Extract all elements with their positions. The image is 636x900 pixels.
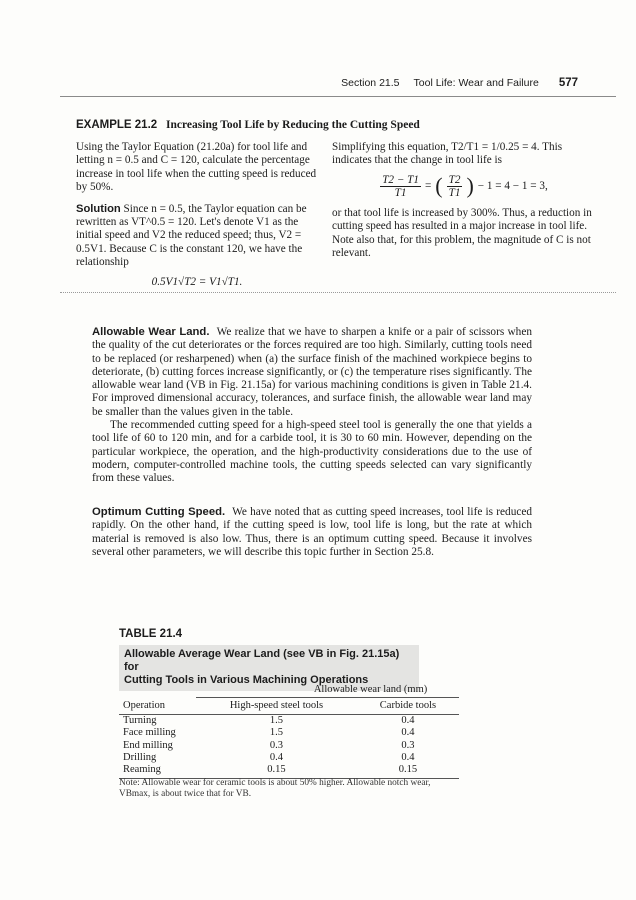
column-header-carbide: Carbide tools (357, 698, 459, 714)
fraction-ratio-numerator: T2 (448, 173, 461, 186)
table-cell: 0.15 (196, 764, 357, 778)
example-simplify: Simplifying this equation, T2/T1 = 1/0.25 = 4. This indicates that the change in tool life is (332, 141, 563, 167)
example-title (76, 119, 420, 131)
table-cell: Turning (123, 714, 157, 726)
example-heading: Increasing Tool Life by Reducing the Cutting Speed (166, 119, 420, 131)
example-problem: Using the Taylor Equation (21.20a) for tool life and letting n = 0.5 and C = 120, calculate the percentage increase in tool life when the cutting speed is reduced by 50%. (76, 141, 317, 194)
table-row (119, 764, 459, 778)
optimum-paragraph: We have noted that as cutting speed increases, tool life is reduced rapidly. On the other hand, if the cutting speed is low, tool life is long, but the rate at which material is removed is also low. Thus, there is an optimum cutting speed. Because it involves several other parameters, we will describe this topic further in Section 25.8. (92, 506, 533, 558)
table-cell: 0.4 (269, 752, 284, 764)
table-cell: 0.3 (401, 739, 415, 751)
example-left-column (76, 141, 318, 289)
table-cell: 0.4 (401, 727, 415, 739)
example-right-column (332, 141, 596, 260)
solution-text: Since n = 0.5, the Taylor equation can be rewritten as VT^0.5 = 120. Let's denote V1 as the initial speed and V2 the reduced speed; thus, V2 = 0.5V1. Because C is the constant 120, we have the relationship (76, 202, 307, 269)
table-group-header: Allowable wear land (mm) (196, 684, 459, 698)
table-title-line-1: Allowable Average Wear Land (see VB in Fig. 21.15a) for (124, 648, 400, 673)
table-row (119, 752, 459, 764)
table-row (119, 727, 459, 739)
optimum-heading: Optimum Cutting Speed. (92, 506, 226, 518)
table-cell: Face milling (123, 727, 176, 739)
table-cell: Reaming (119, 764, 196, 778)
table-title-line-2: Cutting Tools in Various Machining Operations (124, 674, 369, 686)
section-number: Section 21.5 (341, 77, 400, 89)
example-conclusion: or that tool life is increased by 300%. Thus, a reduction in cutting speed has resulted in a major increase in tool life. Note also that, for this problem, the magnitude of C is not relevant. (332, 206, 592, 260)
page-number: 577 (558, 77, 578, 89)
table-cell: 0.3 (269, 739, 284, 751)
section-allowable-wear-land (92, 326, 532, 486)
table-cell: 0.15 (357, 764, 459, 778)
example-label: EXAMPLE 21.2 (76, 119, 158, 131)
wear-land-paragraph-2: The recommended cutting speed for a high-speed steel tool is generally the one that yields a tool life of 60 to 120 min, and for a carbide tool, it is 30 to 60 min. However, depending on the particular workpiece, the operation, and the high-productivity considerations due to the use of modern, computer-controlled machine tools, the cutting speeds selected can vary significantly from these values. (92, 419, 532, 485)
section-optimum-cutting-speed (92, 506, 532, 559)
example-solution (76, 203, 318, 270)
table-cell: Drilling (123, 752, 157, 764)
wear-land-paragraph-1: We realize that we have to sharpen a knife or a pair of scissors when the quality of the cut deteriorates or the forces required are too high. Similarly, cutting tools need to be replaced (or resharpened) when (a) the surface finish of the machined workpiece begins to deteriorate, (b) cutting forces increase significantly, or (c) the temperature rises significantly. The allowable wear land (VB in Fig. 21.15a) for various machining conditions is given in Table 21.4. For improved dimensional accuracy, tolerances, and surface finish, the allowable wear land may be smaller than the values given in the table. (92, 326, 532, 418)
fraction-ratio-denominator: T1 (448, 186, 461, 199)
fraction-ratio (447, 174, 463, 199)
wear-land-heading: Allowable Wear Land. (92, 326, 210, 338)
equation-relationship: 0.5V1√T2 = V1√T1. (151, 275, 243, 288)
fraction-change-denominator: T1 (394, 186, 407, 199)
table-label: TABLE 21.4 (119, 628, 183, 640)
header-rule (60, 96, 616, 97)
wear-land-table (119, 684, 459, 779)
running-header (341, 77, 578, 89)
table-cell: End milling (123, 739, 173, 751)
table-cell: 1.5 (269, 727, 284, 739)
table-note: Note: Allowable wear for ceramic tools is about 50% higher. Allowable notch wear, VBmax, is about twice that for VB. (119, 778, 431, 800)
equation-result: − 1 = 4 − 1 = 3, (477, 179, 548, 192)
fraction-change-numerator: T2 − T1 (382, 173, 419, 186)
table-row (119, 714, 459, 727)
section-title: Tool Life: Wear and Failure (413, 77, 539, 89)
table-cell: 0.4 (401, 714, 415, 726)
table-cell: 0.4 (401, 752, 415, 764)
equation-tool-life-change: $\frac{T2 - T1}{T1}$ = ( $\frac{T2}{T1}$ ) − 1 = 4 − 1 = 3, (382, 173, 548, 199)
column-header-hss: High-speed steel tools (196, 698, 357, 714)
solution-label: Solution (76, 202, 121, 215)
table-row (119, 740, 459, 752)
table-cell: 1.5 (269, 714, 284, 726)
fraction-change (380, 174, 421, 199)
example-bottom-rule (60, 292, 616, 293)
column-header-operation: Operation (119, 698, 196, 714)
